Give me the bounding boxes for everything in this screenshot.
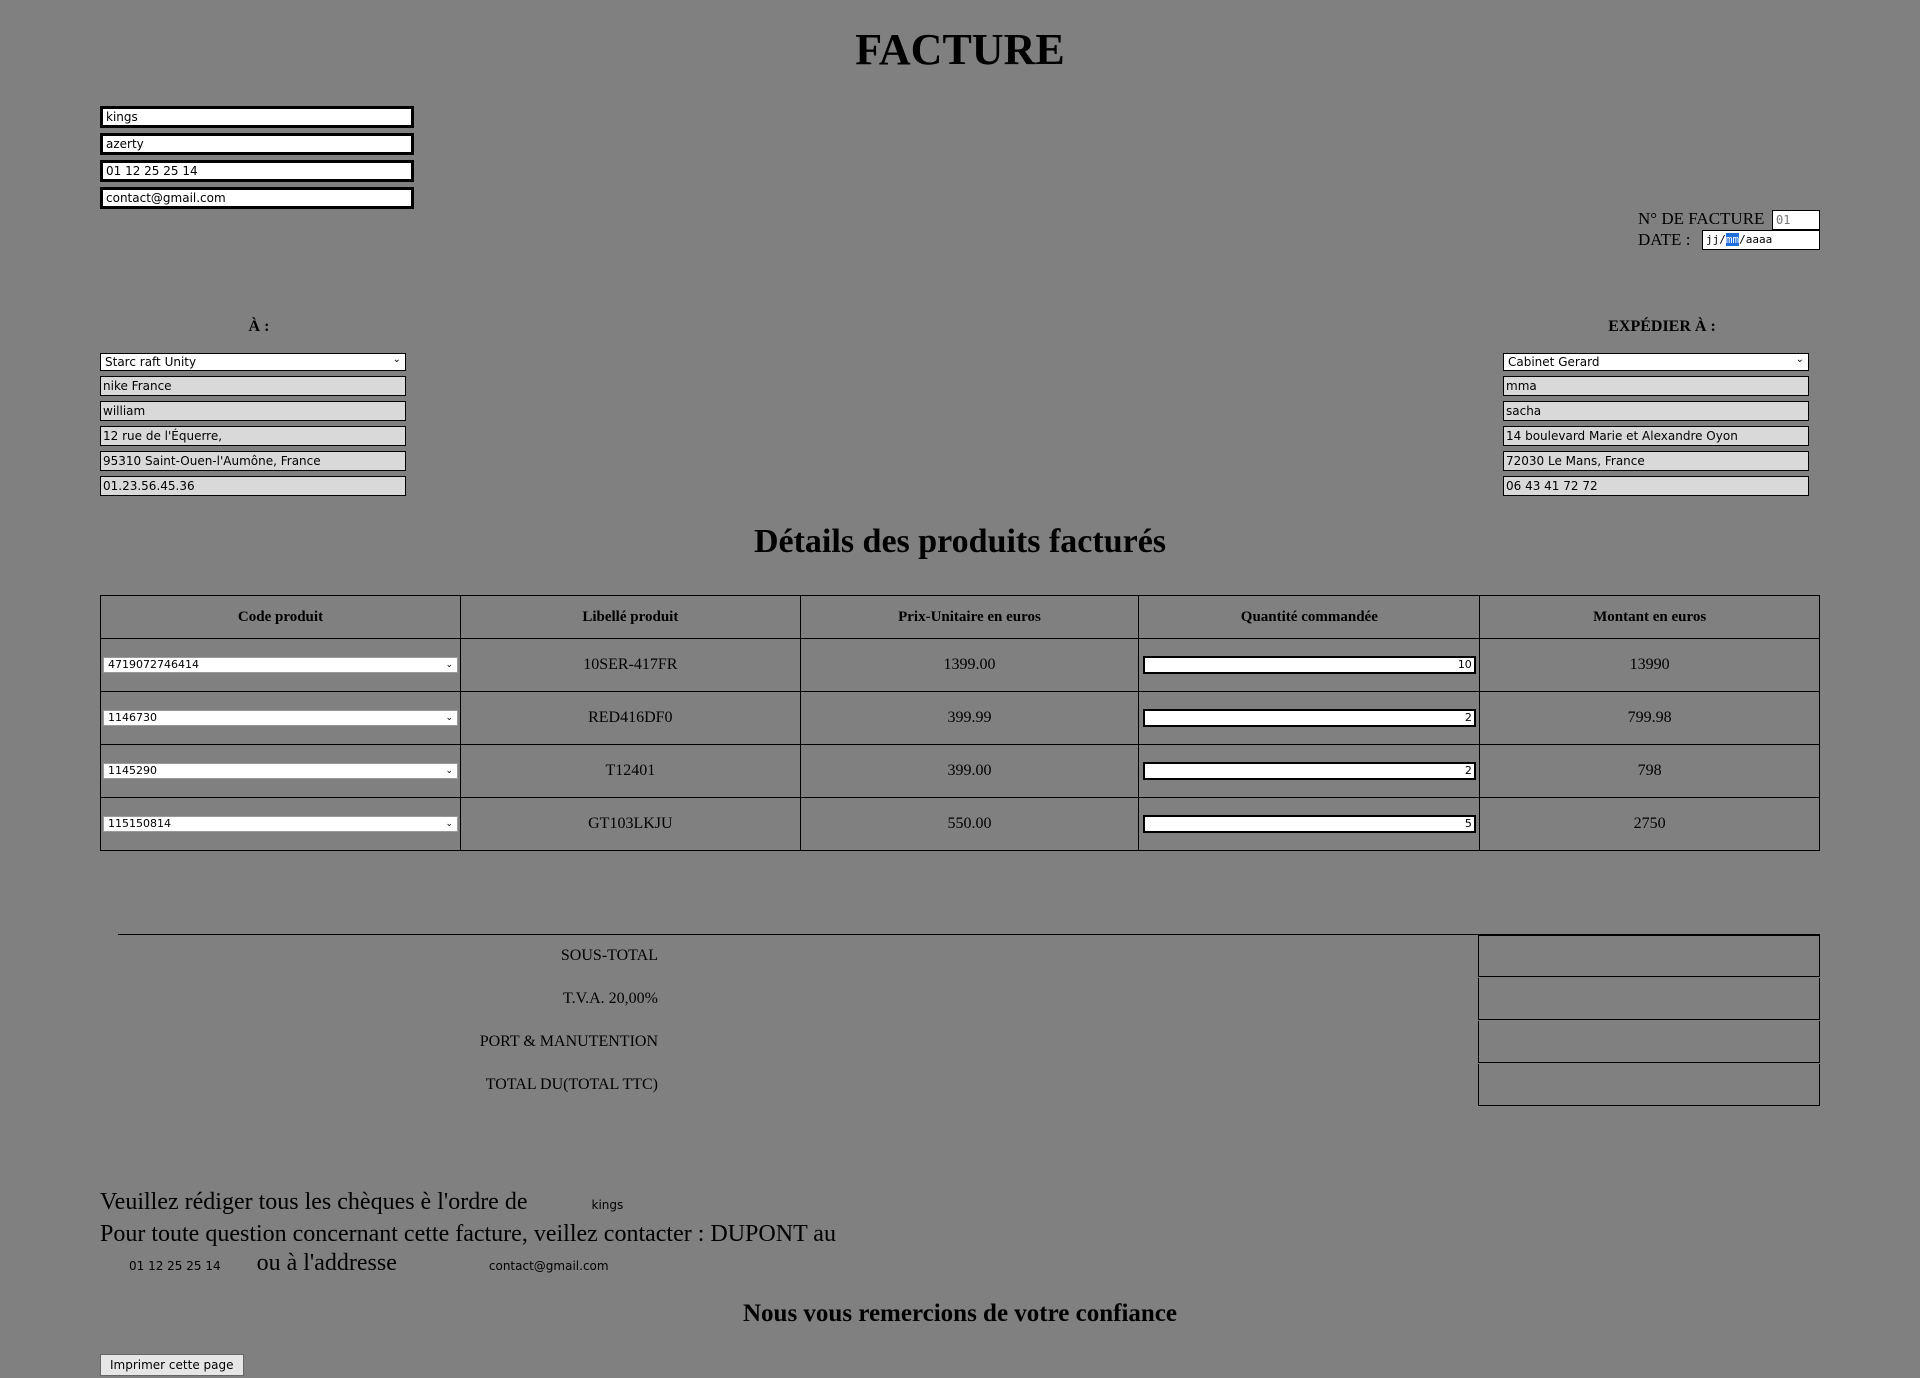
product-price: 399.00: [800, 745, 1139, 798]
bill-to-company[interactable]: nike France: [100, 376, 406, 396]
print-button[interactable]: Imprimer cette page: [100, 1354, 244, 1376]
bill-to-street[interactable]: 12 rue de l'Équerre,: [100, 426, 406, 446]
table-row: [101, 745, 1820, 798]
quantity-input[interactable]: 2: [1143, 762, 1476, 780]
contact-line: [100, 1249, 836, 1281]
ship-to-city[interactable]: 72030 Le Mans, France: [1503, 451, 1809, 471]
subtotal-value: [1478, 935, 1820, 977]
quantity-input[interactable]: 10: [1143, 656, 1476, 674]
bill-to-phone[interactable]: 01.23.56.45.36: [100, 476, 406, 496]
ship-to-street[interactable]: 14 boulevard Marie et Alexandre Oyon: [1503, 426, 1809, 446]
table-header-row: [101, 596, 1820, 639]
product-price: 550.00: [800, 798, 1139, 851]
date-year: aaaa: [1745, 233, 1773, 246]
ship-to-select[interactable]: Cabinet Gerard ⌄: [1503, 353, 1809, 371]
cheque-text: Veuillez rédiger tous les chèques è l'ordre de: [100, 1189, 528, 1215]
product-price: 399.99: [800, 692, 1139, 745]
ship-to-label: EXPÉDIER À :: [1608, 318, 1716, 335]
product-amount: 798: [1480, 745, 1820, 798]
quantity-input[interactable]: 2: [1143, 709, 1476, 727]
bill-to-select[interactable]: Starc raft Unity ⌄: [100, 353, 406, 371]
invoice-number-input[interactable]: [1772, 210, 1820, 230]
cheque-line: [100, 1188, 836, 1220]
ship-to-company[interactable]: mma: [1503, 376, 1809, 396]
sender-email-input[interactable]: [100, 187, 414, 209]
header-code: Code produit: [101, 596, 461, 639]
cheque-name: kings: [591, 1198, 624, 1212]
product-label: GT103LKJU: [460, 798, 800, 851]
ship-to-contact[interactable]: sacha: [1503, 401, 1809, 421]
invoice-title: FACTURE: [855, 25, 1065, 74]
header-price: Prix-Unitaire en euros: [800, 596, 1139, 639]
chevron-down-icon: ⌄: [1795, 354, 1804, 365]
bill-to-block: [100, 353, 406, 501]
product-code-select[interactable]: 1145290 ⌄: [103, 763, 458, 779]
subtotal-label: SOUS-TOTAL: [560, 947, 658, 964]
table-row: [101, 798, 1820, 851]
products-title: Détails des produits facturés: [753, 523, 1167, 560]
footer-text: [100, 1188, 836, 1281]
total-value: [1478, 1064, 1820, 1106]
product-label: 10SER-417FR: [460, 639, 800, 692]
header-qty: Quantité commandée: [1139, 596, 1480, 639]
sender-field2-input[interactable]: [100, 133, 414, 155]
sender-fields: [100, 106, 414, 214]
date-label: DATE :: [1638, 230, 1691, 249]
header-label: Libellé produit: [460, 596, 800, 639]
date-month: mm: [1725, 233, 1740, 246]
shipping-value: [1478, 1021, 1820, 1063]
or-address-text: ou à l'addresse: [256, 1250, 397, 1276]
product-amount: 799.98: [1480, 692, 1820, 745]
ship-to-phone[interactable]: 06 43 41 72 72: [1503, 476, 1809, 496]
question-line: Pour toute question concernant cette facture, veillez contacter : DUPONT au: [100, 1221, 836, 1247]
chevron-down-icon: ⌄: [445, 660, 453, 670]
thanks-message: Nous vous remercions de votre confiance: [743, 1300, 1177, 1327]
sender-phone-input[interactable]: [100, 160, 414, 182]
header-amount: Montant en euros: [1480, 596, 1820, 639]
sender-name-input[interactable]: [100, 106, 414, 128]
product-code-select[interactable]: 115150814 ⌄: [103, 816, 458, 832]
shipping-label: PORT & MANUTENTION: [479, 1033, 658, 1050]
date-input[interactable]: jj/mm/aaaa: [1702, 230, 1820, 250]
footer-email: contact@gmail.com: [488, 1259, 609, 1273]
bill-to-label: À :: [248, 318, 270, 335]
ship-to-block: [1503, 353, 1809, 501]
footer-phone: 01 12 25 25 14: [129, 1259, 221, 1273]
bill-to-city[interactable]: 95310 Saint-Ouen-l'Aumône, France: [100, 451, 406, 471]
chevron-down-icon: ⌄: [392, 354, 401, 365]
product-label: T12401: [460, 745, 800, 798]
invoice-number-label: N° DE FACTURE: [1638, 209, 1765, 228]
products-table: [100, 595, 1820, 851]
bill-to-contact[interactable]: william: [100, 401, 406, 421]
product-code-select[interactable]: 4719072746414 ⌄: [103, 657, 458, 673]
chevron-down-icon: ⌄: [445, 766, 453, 776]
vat-label: T.V.A. 20,00%: [563, 990, 658, 1007]
product-label: RED416DF0: [460, 692, 800, 745]
quantity-input[interactable]: 5: [1143, 815, 1476, 833]
table-row: [101, 692, 1820, 745]
date-day: jj: [1706, 233, 1720, 246]
product-amount: 2750: [1480, 798, 1820, 851]
chevron-down-icon: ⌄: [445, 819, 453, 829]
invoice-meta: [1638, 208, 1822, 252]
vat-value: [1478, 978, 1820, 1020]
product-code-select[interactable]: 1146730 ⌄: [103, 710, 458, 726]
chevron-down-icon: ⌄: [445, 713, 453, 723]
product-amount: 13990: [1480, 639, 1820, 692]
product-price: 1399.00: [800, 639, 1139, 692]
table-row: [101, 639, 1820, 692]
total-label: TOTAL DU(TOTAL TTC): [485, 1076, 658, 1093]
